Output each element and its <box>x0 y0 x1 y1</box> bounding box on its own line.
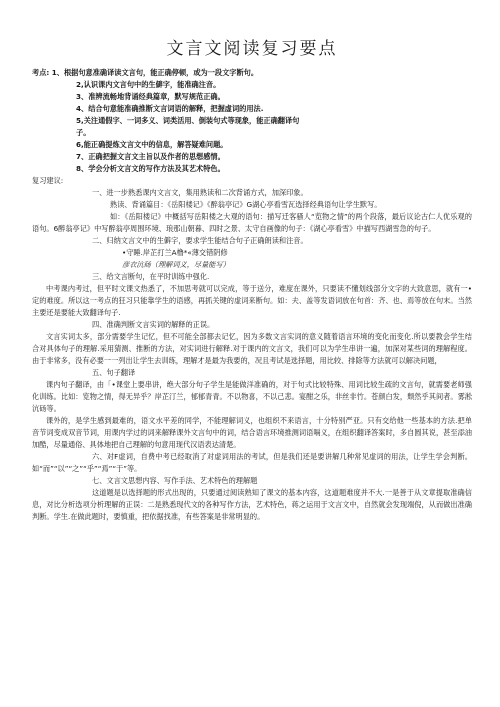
kaodian-item: 7、正确把握文言文主旨以及作者的思想感情。 <box>76 152 225 161</box>
section-heading: 五、句子翻译 <box>92 368 136 377</box>
section-heading: 四、准确判断文言实词的解释的正误。 <box>92 320 215 329</box>
section-body: 文言实词太多，部分需要学生记忆，但不可能全部都去记忆，因为多数文言实词的意义随着语言环境的变化而变化.所以要教会学生结合对具体句子的理解.采用猜测、推断的方法，对实词进行解释.对于课内的文言文，我们可以为学生串讲一遍，加深对某些词的理解程度。由于非常多，没有必要一一列出让学生去训练，理解才是最为我要的，况且考试是选择题，用比较、排除等方法就可以解决问题， <box>32 332 472 365</box>
kaodian-item: 2,认识课内文言句中的生僻字，能准确注音。 <box>76 80 221 89</box>
kaodian-item: 8、学会分析文言文的写作方法及其艺术特色。 <box>76 164 225 173</box>
section-heading: 七、文言文思想内容、写作手法、艺术特色的理解题 <box>92 476 258 485</box>
section-body: 如：《岳阳楼记》中概括写岳阳楼之大观的语句：描写迁客骚人“览物之情”的两个段落，最后议论古仁人优乐观的语句。6醉翁亭记》中写醉翁亭周围环境、琅那山朝暮、四时之景、太守自画像的句子：《湖心亭看雪》中描写西湖雪急的句子。 <box>32 212 472 233</box>
section-body: 六、对F虚词，自费中考已经取消了对虚词用法的考试，但是我们还是要讲解几种常见虚词的用法，让学生学会判断。如“而”“以”“之”“乎”“焉”“于”等。 <box>32 452 472 473</box>
section-heading: 二、归纳文言文中的生僻字，要求学生能结合句子正确朗读和注音。 <box>92 236 308 245</box>
section-body: 这道题是以选择题的形式出现的，只要通过阅读熟知了课文的基本内容，这道题难度并不大.一是善于从文章提取准确信息，对比分析选项分析理解的正误：二是熟悉现代文的各种写作方法，艺术特色，蒋之运用于文言文中，自然就会发现端倪，从而做出准确判断。学生.在做此题时，要慎重，把依据找准，有些答案是非常明显的。 <box>32 488 472 521</box>
section-heading: 三、给文言断句，在平时训练中强化. <box>92 272 210 281</box>
kaodian-line-1 <box>32 67 472 79</box>
section-body: 中考课内考过，但平时文课文热悉了，不加思考就可以完成，等于送分，难度在课外，只要读不懂划线部分文字的大致意思，就有一•定的难度。所以这一考点的狂习只能靠学生的语感，再抓关键的虚词来断句。如：夫、盖等发语词放在句首：齐、也、焉等放在句末。当然主要还是要能大致翻译句子. <box>32 284 472 317</box>
page-title: 文言文阅读复习要点 <box>166 39 338 59</box>
section-body: 课内句子翻译，由「•课堂上要串讲，绝大部分句子学生是能做洋准确的，对于句式比较特殊、用词比较生疏的文言句，就需要老师强化训练。比如：览物之情，得无异乎？岸芷汀兰，郁郁青青。不以物喜，不以己悲。宴酣之乐，非丝非竹。苍颜白发，颓然乎其间者。雾淞沆砀等。 <box>32 380 472 413</box>
kaodian-item: 5,关注通假字、一词多义、词类活用、倒装句式等现象，能正确翻译句 <box>76 116 300 125</box>
kaodian-item: 3、准辨流畅地背诵经典篇章，默写规范正确。 <box>76 92 225 101</box>
section-body: 课外的，是学生感到最难的，语文水平差的同学，不能理解词义，也组织不来语言，十分特别严亚。只有交给他一些基本的方法.把单音节词变成双音节词，用课内学过的词来解释课外文言句中的词，结合语言环境推测词语嗝义，在组织翻译答案时，多自圆其说，甚至添油加酷，尽量通俗、具体地把自己理解的句意用现代汉语表达清楚。 <box>32 416 472 449</box>
jianyi-label: 复习建议: <box>32 176 64 185</box>
kaodian-item: 子。 <box>76 128 91 137</box>
section-body: 彦衣沆砀（理解词义，尽量能写） <box>122 260 230 269</box>
kaodian-item: 4、结合句意能准确推断文言词语的解释，把握虚词的用法. <box>76 104 264 113</box>
kaodian-item: 1、根据句意准确译读文言句，能正确停顿，或为一段文字断句。 <box>51 68 259 77</box>
kaodian-label: 考点: <box>32 68 50 77</box>
section-body: 熟读、背诵篇目：《岳阳楼记》《醉翁亭记》G湖心亭看雪瓦选择经典语句让学生默写。 <box>110 200 382 209</box>
section-heading: 一、进一步熟悉课内文言文，集用熟读和二次背诵方式，加深印象。 <box>92 188 308 197</box>
section-body: •守睡.岸芷打兰A橹*«薄交错阴修 <box>122 248 228 257</box>
kaodian-item: 6,能正确提炼文言文中的信息，解答疑难问题。 <box>76 140 228 149</box>
